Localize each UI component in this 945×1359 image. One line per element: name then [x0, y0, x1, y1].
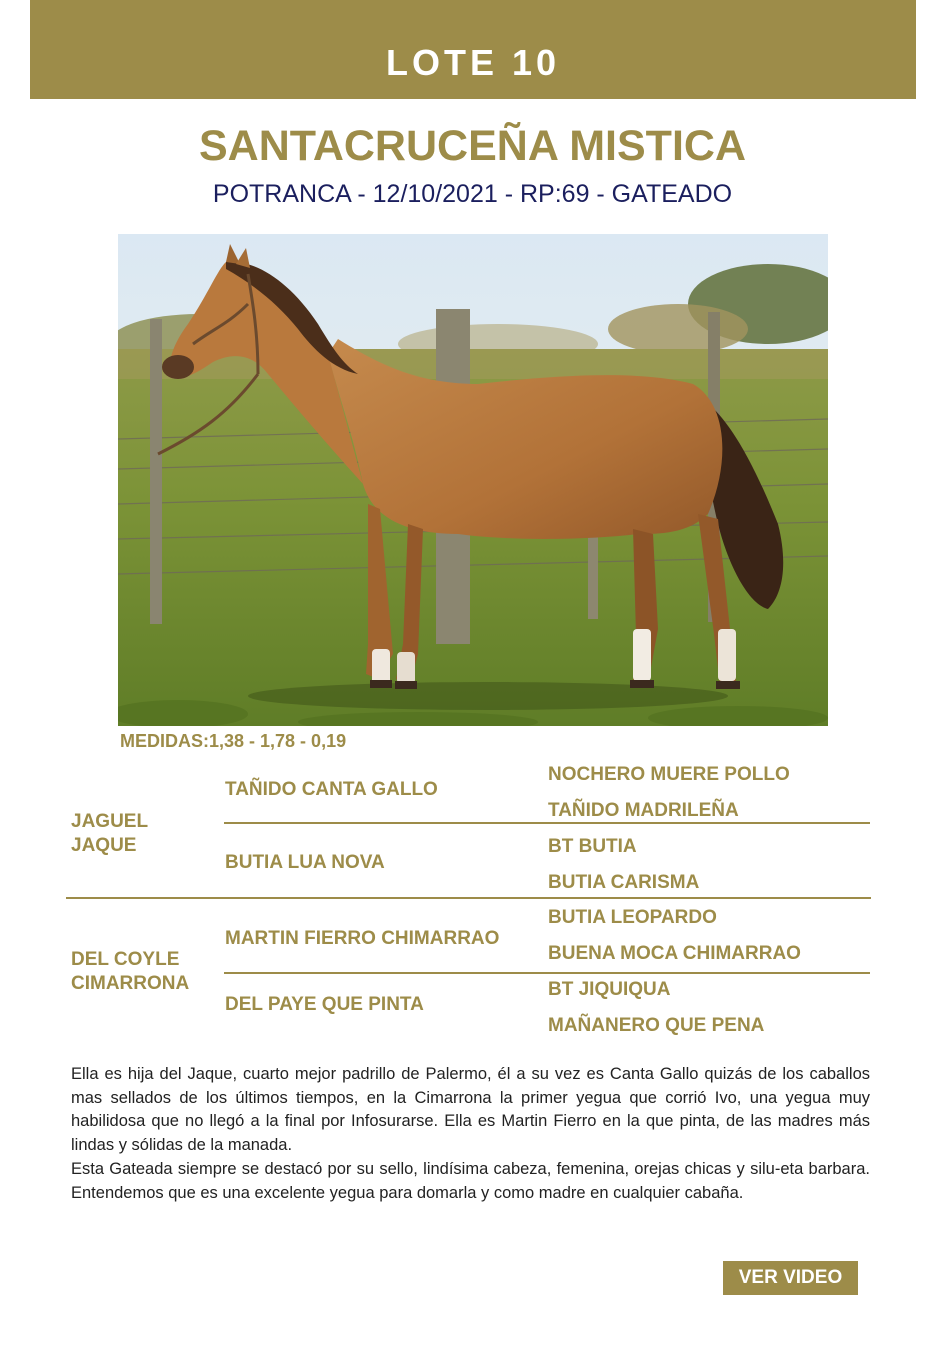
dam-dam: DEL PAYE QUE PINTA	[225, 994, 424, 1015]
pedigree-divider	[224, 972, 870, 974]
sire-sire-dam: TAÑIDO MADRILEÑA	[548, 800, 739, 821]
horse-subtitle: POTRANCA - 12/10/2021 - RP:69 - GATEADO	[212, 180, 733, 208]
dam-name-line1: DEL COYLE	[71, 949, 180, 970]
sire-name-line2: JAQUE	[71, 835, 137, 856]
dam-sire-dam: BUENA MOCA CHIMARRAO	[548, 943, 801, 964]
description-paragraph: Ella es hija del Jaque, cuarto mejor padrillo de Palermo, él a su vez es Canta Gallo quizás de los caballos mas sellados de los últimos tiempos, en la Cimarrona la primer yegua que corrió Ivo, una yegua muy habilidosa que no llegó a la final por Infosurarse. Ella es Martin Fierro en la que pinta, de las madres más lindas y sólidas de la manada.	[71, 1065, 870, 1155]
dam-dam-dam: MAÑANERO QUE PENA	[548, 1015, 765, 1036]
sire-name	[71, 810, 148, 858]
measurements: MEDIDAS:1,38 - 1,78 - 0,19	[120, 731, 347, 751]
view-video-button[interactable]: VER VIDEO	[723, 1261, 858, 1295]
dam-dam-sire: BT JIQUIQUA	[548, 979, 671, 1000]
horse-photo	[118, 234, 828, 726]
horse-photo-illustration	[118, 234, 828, 726]
sire-name-line1: JAGUEL	[71, 811, 149, 832]
description	[71, 1063, 870, 1205]
sire-dam-dam: BUTIA CARISMA	[548, 872, 700, 893]
horse-name: SANTACRUCEÑA MISTICA	[198, 122, 747, 170]
pedigree-divider	[224, 822, 870, 824]
lot-title: LOTE 10	[385, 41, 561, 83]
pedigree-main-divider	[66, 897, 871, 899]
dam-name-line2: CIMARRONA	[71, 973, 190, 994]
lot-banner	[30, 0, 916, 99]
dam-name	[71, 948, 189, 996]
sire-sire: TAÑIDO CANTA GALLO	[225, 779, 438, 800]
description-paragraph: Esta Gateada siempre se destacó por su sello, lindísima cabeza, femenina, orejas chicas y silu-eta barbara. Entendemos que es una excelente yegua para domarla y como madre en cualquier cabaña.	[71, 1159, 870, 1202]
sire-sire-sire: NOCHERO MUERE POLLO	[548, 764, 790, 785]
sire-dam: BUTIA LUA NOVA	[225, 852, 385, 873]
dam-sire-sire: BUTIA LEOPARDO	[548, 907, 717, 928]
dam-sire: MARTIN FIERRO CHIMARRAO	[225, 928, 500, 949]
sire-dam-sire: BT BUTIA	[548, 836, 637, 857]
